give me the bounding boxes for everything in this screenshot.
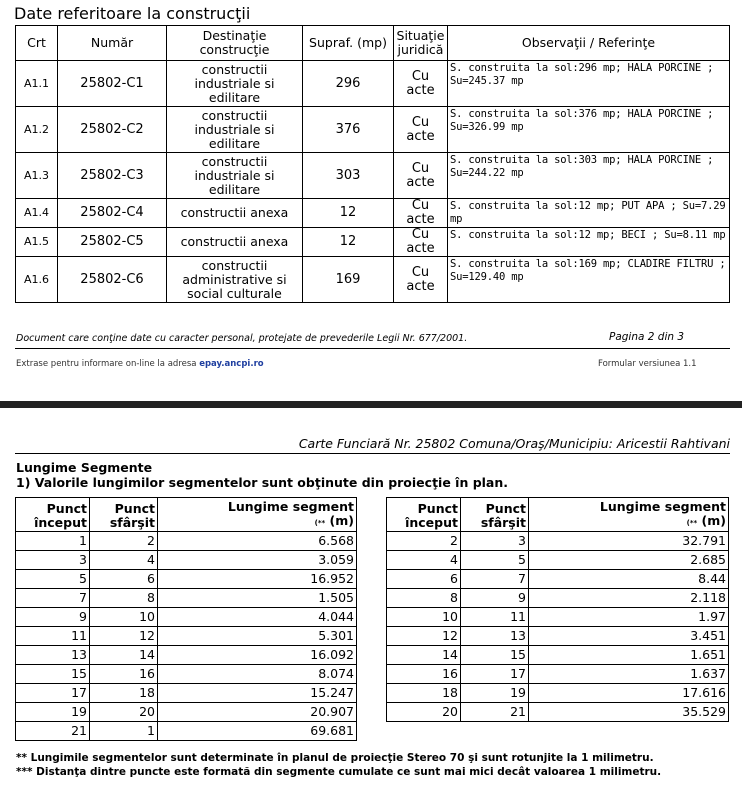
segment-row	[387, 646, 729, 665]
constructions-header-row	[16, 26, 730, 61]
header-unit-mark: (**	[686, 519, 698, 527]
segment-start: 5	[16, 570, 90, 589]
segment-start: 6	[387, 570, 461, 589]
page-number: Pagina 2 din 3	[609, 331, 685, 343]
segment-length: 32.791	[529, 532, 729, 551]
header-lungime	[529, 498, 729, 532]
segment-end: 2	[90, 532, 158, 551]
segment-end: 6	[90, 570, 158, 589]
segment-start: 16	[387, 665, 461, 684]
header-crt: Crt	[16, 26, 58, 61]
header-punct-inceput: Punct început	[387, 498, 461, 532]
segment-row	[387, 532, 729, 551]
segment-row	[16, 551, 357, 570]
segment-row	[16, 532, 357, 551]
segments-title-block	[16, 460, 508, 490]
header-destinatie: Destinaţie construcţie	[167, 26, 303, 61]
segment-end: 17	[461, 665, 529, 684]
segment-length: 5.301	[158, 627, 357, 646]
segment-row	[387, 589, 729, 608]
segment-end: 15	[461, 646, 529, 665]
cell-numar: 25802-C4	[58, 199, 167, 228]
segment-row	[387, 684, 729, 703]
cell-crt: A1.2	[16, 107, 58, 153]
extract-info	[16, 359, 264, 369]
header-punct-inceput: Punct început	[16, 498, 90, 532]
segment-length: 16.952	[158, 570, 357, 589]
note-rounding: ** Lungimile segmentelor sunt determinate în planul de proiecţie Stereo 70 şi sunt rotunjite la 1 milimetru.	[16, 752, 654, 764]
segment-start: 8	[387, 589, 461, 608]
header-lungime	[158, 498, 357, 532]
segment-length: 35.529	[529, 703, 729, 722]
header-punct-sfarsit: Punct sfârşit	[90, 498, 158, 532]
segment-end: 13	[461, 627, 529, 646]
segment-end: 19	[461, 684, 529, 703]
segment-end: 8	[90, 589, 158, 608]
segment-length: 20.907	[158, 703, 357, 722]
segment-length: 3.059	[158, 551, 357, 570]
segments-title: Lungime Segmente	[16, 460, 153, 475]
privacy-note: Document care conţine date cu caracter personal, protejate de prevederile Legii Nr. 677/2001.	[16, 333, 468, 344]
segment-start: 21	[16, 722, 90, 741]
segment-end: 3	[461, 532, 529, 551]
segments-subtitle: 1) Valorile lungimilor segmentelor sunt obţinute din proiecţie în plan.	[16, 475, 509, 490]
construction-row	[16, 257, 730, 303]
segment-start: 10	[387, 608, 461, 627]
cell-numar: 25802-C1	[58, 61, 167, 107]
segment-end: 5	[461, 551, 529, 570]
segment-end: 7	[461, 570, 529, 589]
cell-destinatie: constructii anexa	[167, 228, 303, 257]
header-punct-sfarsit: Punct sfârşit	[461, 498, 529, 532]
constructions-table	[15, 25, 730, 303]
segment-length: 8.44	[529, 570, 729, 589]
cell-situatie: Cu acte	[394, 153, 448, 199]
segment-start: 14	[387, 646, 461, 665]
cell-observatii: S. construita la sol:12 mp; PUT APA ; Su=7.29 mp	[448, 199, 730, 228]
segment-length: 16.092	[158, 646, 357, 665]
cell-numar: 25802-C5	[58, 228, 167, 257]
cell-suprafata: 169	[303, 257, 394, 303]
cell-situatie: Cu acte	[394, 107, 448, 153]
cell-destinatie: constructii anexa	[167, 199, 303, 228]
segment-length: 8.074	[158, 665, 357, 684]
segment-length: 1.97	[529, 608, 729, 627]
cell-suprafata: 296	[303, 61, 394, 107]
segment-length: 2.685	[529, 551, 729, 570]
segment-row	[387, 608, 729, 627]
segment-row	[387, 627, 729, 646]
segment-start: 20	[387, 703, 461, 722]
segment-row	[16, 722, 357, 741]
cell-observatii: S. construita la sol:376 mp; HALA PORCINE ; Su=326.99 mp	[448, 107, 730, 153]
segment-end: 11	[461, 608, 529, 627]
segment-start: 18	[387, 684, 461, 703]
note-cumulative: *** Distanţa dintre puncte este formată din segmente cumulate ce sunt mai mici decât valoarea 1 milimetru.	[16, 766, 662, 778]
cell-destinatie: constructii administrative si social culturale	[167, 257, 303, 303]
segment-end: 21	[461, 703, 529, 722]
segment-row	[16, 608, 357, 627]
cell-crt: A1.6	[16, 257, 58, 303]
segment-row	[387, 551, 729, 570]
segment-row	[16, 684, 357, 703]
segment-length: 2.118	[529, 589, 729, 608]
construction-row	[16, 199, 730, 228]
segment-row	[387, 703, 729, 722]
segment-end: 14	[90, 646, 158, 665]
cell-situatie: Cu acte	[394, 228, 448, 257]
segment-end: 4	[90, 551, 158, 570]
extract-text: Extrase pentru informare on-line la adresa	[16, 359, 197, 369]
cell-situatie: Cu acte	[394, 61, 448, 107]
segment-start: 17	[16, 684, 90, 703]
cell-numar: 25802-C3	[58, 153, 167, 199]
cell-crt: A1.5	[16, 228, 58, 257]
cell-destinatie: constructii industriale si edilitare	[167, 153, 303, 199]
segment-start: 9	[16, 608, 90, 627]
segment-end: 16	[90, 665, 158, 684]
segment-length: 17.616	[529, 684, 729, 703]
segment-start: 1	[16, 532, 90, 551]
cell-numar: 25802-C2	[58, 107, 167, 153]
segment-row	[16, 589, 357, 608]
cell-crt: A1.3	[16, 153, 58, 199]
epay-link[interactable]: epay.ancpi.ro	[199, 359, 264, 369]
segment-start: 2	[387, 532, 461, 551]
cell-destinatie: constructii industriale si edilitare	[167, 107, 303, 153]
cell-crt: A1.1	[16, 61, 58, 107]
page-separator	[0, 401, 742, 408]
segment-start: 7	[16, 589, 90, 608]
cell-situatie: Cu acte	[394, 199, 448, 228]
segment-row	[16, 570, 357, 589]
segment-end: 12	[90, 627, 158, 646]
header-lungime-label: Lungime segment	[227, 499, 354, 514]
construction-row	[16, 228, 730, 257]
segment-length: 1.637	[529, 665, 729, 684]
segment-row	[16, 646, 357, 665]
header-observatii: Observaţii / Referinţe	[448, 26, 730, 61]
header-numar: Număr	[58, 26, 167, 61]
segment-end: 1	[90, 722, 158, 741]
segment-row	[16, 665, 357, 684]
segment-row	[387, 665, 729, 684]
segment-length: 15.247	[158, 684, 357, 703]
segment-start: 19	[16, 703, 90, 722]
form-version: Formular versiunea 1.1	[598, 359, 697, 369]
segment-end: 18	[90, 684, 158, 703]
segment-end: 20	[90, 703, 158, 722]
segment-row	[387, 570, 729, 589]
segment-start: 15	[16, 665, 90, 684]
segment-length: 6.568	[158, 532, 357, 551]
header-suprafata: Supraf. (mp)	[303, 26, 394, 61]
carte-funciara-header: Carte Funciară Nr. 25802 Comuna/Oraş/Municipiu: Aricestii Rahtivani	[298, 436, 730, 451]
segment-end: 10	[90, 608, 158, 627]
segment-start: 4	[387, 551, 461, 570]
cell-crt: A1.4	[16, 199, 58, 228]
cell-observatii: S. construita la sol:169 mp; CLADIRE FILTRU ; Su=129.40 mp	[448, 257, 730, 303]
header-lungime-label: Lungime segment	[599, 499, 726, 514]
segment-start: 11	[16, 627, 90, 646]
cell-suprafata: 12	[303, 199, 394, 228]
cell-destinatie: constructii industriale si edilitare	[167, 61, 303, 107]
construction-row	[16, 107, 730, 153]
header-unit: (m)	[697, 513, 726, 528]
construction-row	[16, 61, 730, 107]
segment-start: 3	[16, 551, 90, 570]
segment-length: 3.451	[529, 627, 729, 646]
segments-header-row	[16, 498, 357, 532]
cell-observatii: S. construita la sol:12 mp; BECI ; Su=8.11 mp	[448, 228, 730, 257]
segment-row	[16, 703, 357, 722]
segments-table-left	[15, 497, 357, 741]
segment-length: 1.505	[158, 589, 357, 608]
segment-length: 4.044	[158, 608, 357, 627]
segment-length: 1.651	[529, 646, 729, 665]
segment-row	[16, 627, 357, 646]
segment-end: 9	[461, 589, 529, 608]
header-situatie: Situaţie juridică	[394, 26, 448, 61]
segments-header-row	[387, 498, 729, 532]
segment-start: 13	[16, 646, 90, 665]
segments-table-right	[386, 497, 729, 722]
cell-suprafata: 12	[303, 228, 394, 257]
cell-observatii: S. construita la sol:303 mp; HALA PORCINE ; Su=244.22 mp	[448, 153, 730, 199]
cell-suprafata: 376	[303, 107, 394, 153]
section-title: Date referitoare la construcţii	[14, 4, 251, 23]
construction-row	[16, 153, 730, 199]
cell-situatie: Cu acte	[394, 257, 448, 303]
header-unit-mark: (**	[314, 519, 326, 527]
cell-suprafata: 303	[303, 153, 394, 199]
header-unit: (m)	[325, 513, 354, 528]
cell-numar: 25802-C6	[58, 257, 167, 303]
cell-observatii: S. construita la sol:296 mp; HALA PORCINE ; Su=245.37 mp	[448, 61, 730, 107]
segment-length: 69.681	[158, 722, 357, 741]
segment-start: 12	[387, 627, 461, 646]
header-divider	[15, 453, 730, 454]
footer-divider	[15, 348, 730, 349]
